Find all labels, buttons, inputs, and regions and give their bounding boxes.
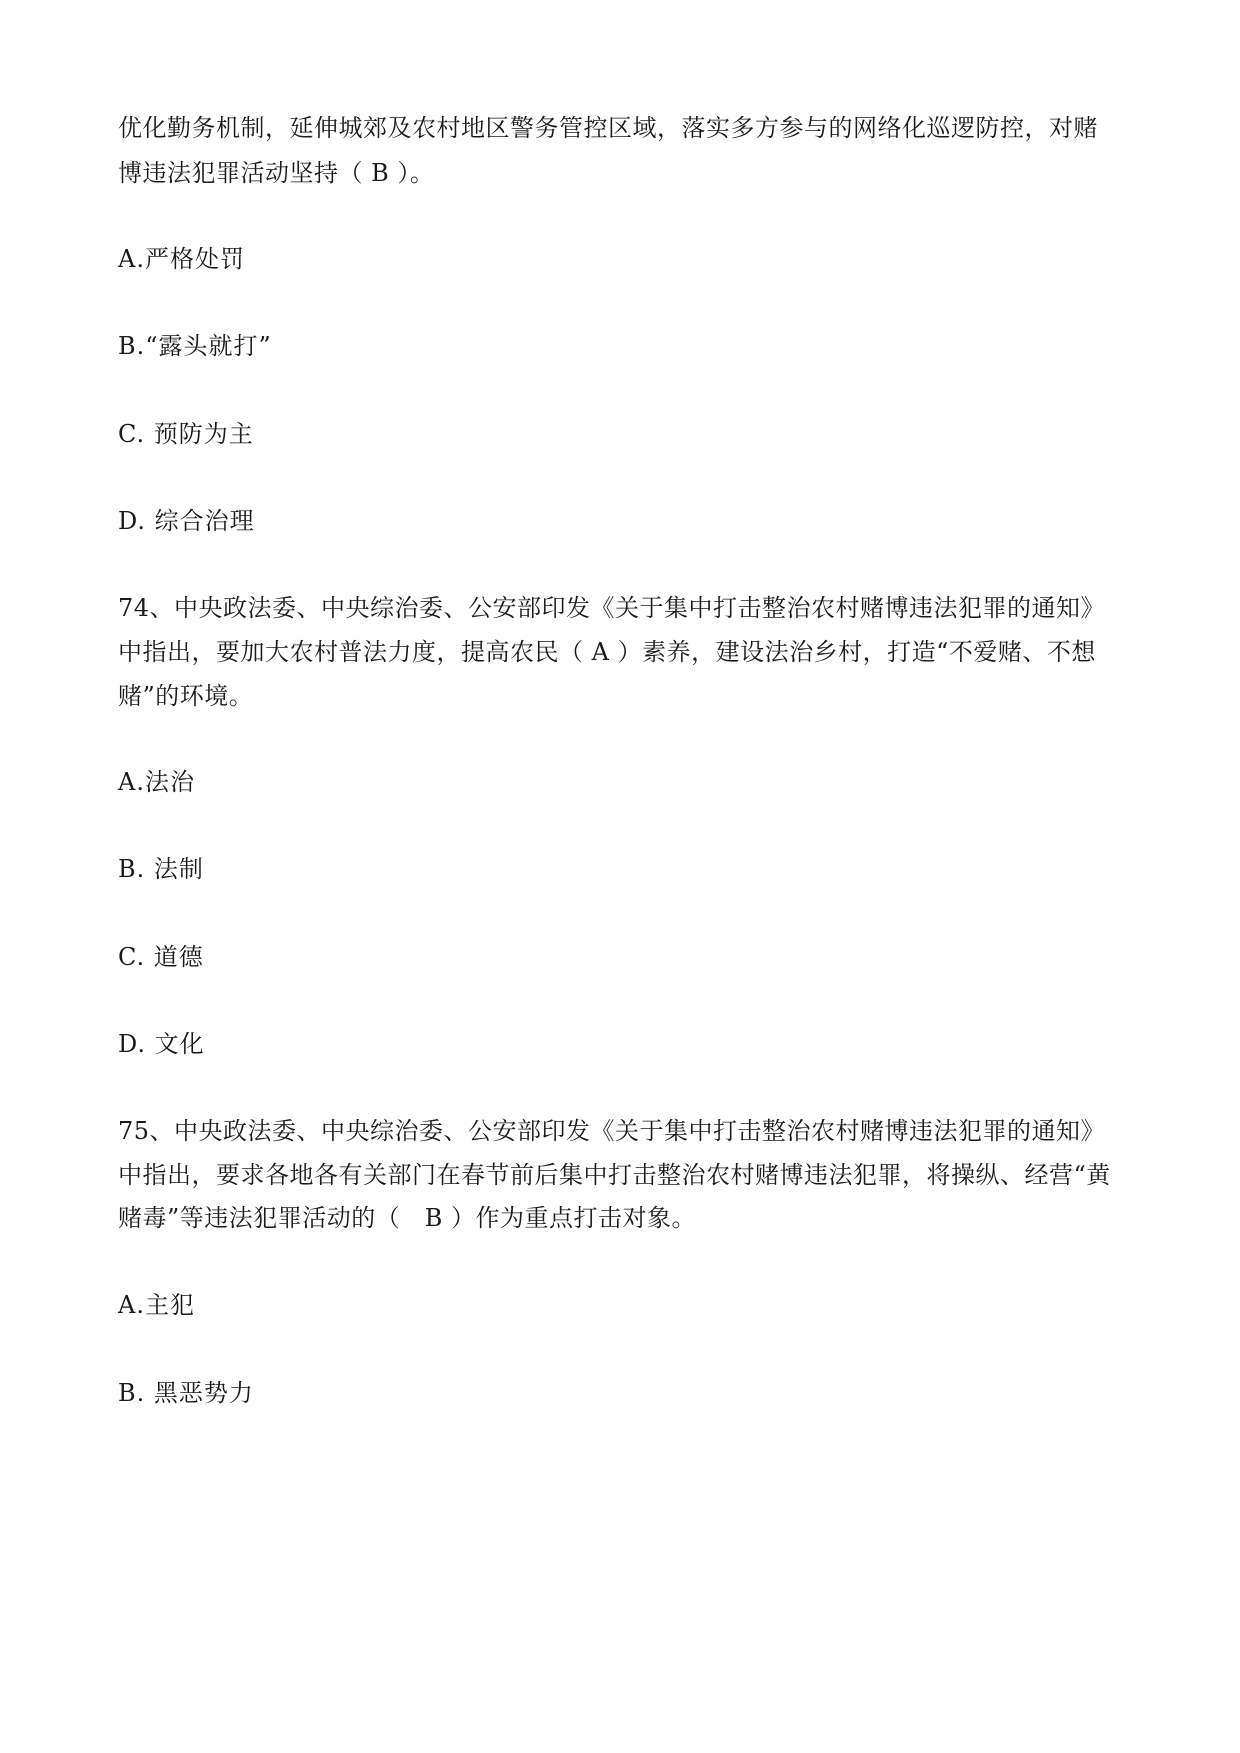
question-73-option-d: D. 综合治理 (118, 507, 255, 535)
question-75-option-a: A.主犯 (118, 1291, 195, 1319)
question-74-option-d: D. 文化 (118, 1030, 205, 1058)
question-73-text-line-2: 博违法犯罪活动坚持（ B ）。 (118, 159, 435, 187)
question-74-text-line-3: 赌”的环境。 (118, 682, 254, 710)
question-74-text-line-1: 74、中央政法委、中央综治委、公安部印发《关于集中打击整治农村赌博违法犯罪的通知》 (118, 594, 1106, 622)
question-74-text-line-2: 中指出，要加大农村普法力度，提高农民（ A ）素养，建设法治乡村，打造“不爱赌、不想 (118, 638, 1096, 666)
question-74-option-b: B. 法制 (118, 855, 204, 883)
question-73-text-line-1: 优化勤务机制，延伸城郊及农村地区警务管控区域，落实多方参与的网络化巡逻防控，对赌 (118, 114, 1098, 142)
question-74-option-c: C. 道德 (118, 943, 204, 971)
question-75-text-line-3: 赌毒”等违法犯罪活动的（ B ）作为重点打击对象。 (118, 1204, 697, 1232)
question-75-text-line-1: 75、中央政法委、中央综治委、公安部印发《关于集中打击整治农村赌博违法犯罪的通知》 (118, 1117, 1106, 1145)
question-73-option-b: B.“露头就打” (118, 332, 272, 360)
question-73-option-a: A.严格处罚 (118, 245, 245, 273)
question-75-option-b: B. 黑恶势力 (118, 1379, 254, 1407)
question-74-option-a: A.法治 (118, 768, 195, 796)
question-73-option-c: C. 预防为主 (118, 420, 254, 448)
question-75-text-line-2: 中指出，要求各地各有关部门在春节前后集中打击整治农村赌博违法犯罪，将操纵、经营“黄 (118, 1161, 1111, 1189)
